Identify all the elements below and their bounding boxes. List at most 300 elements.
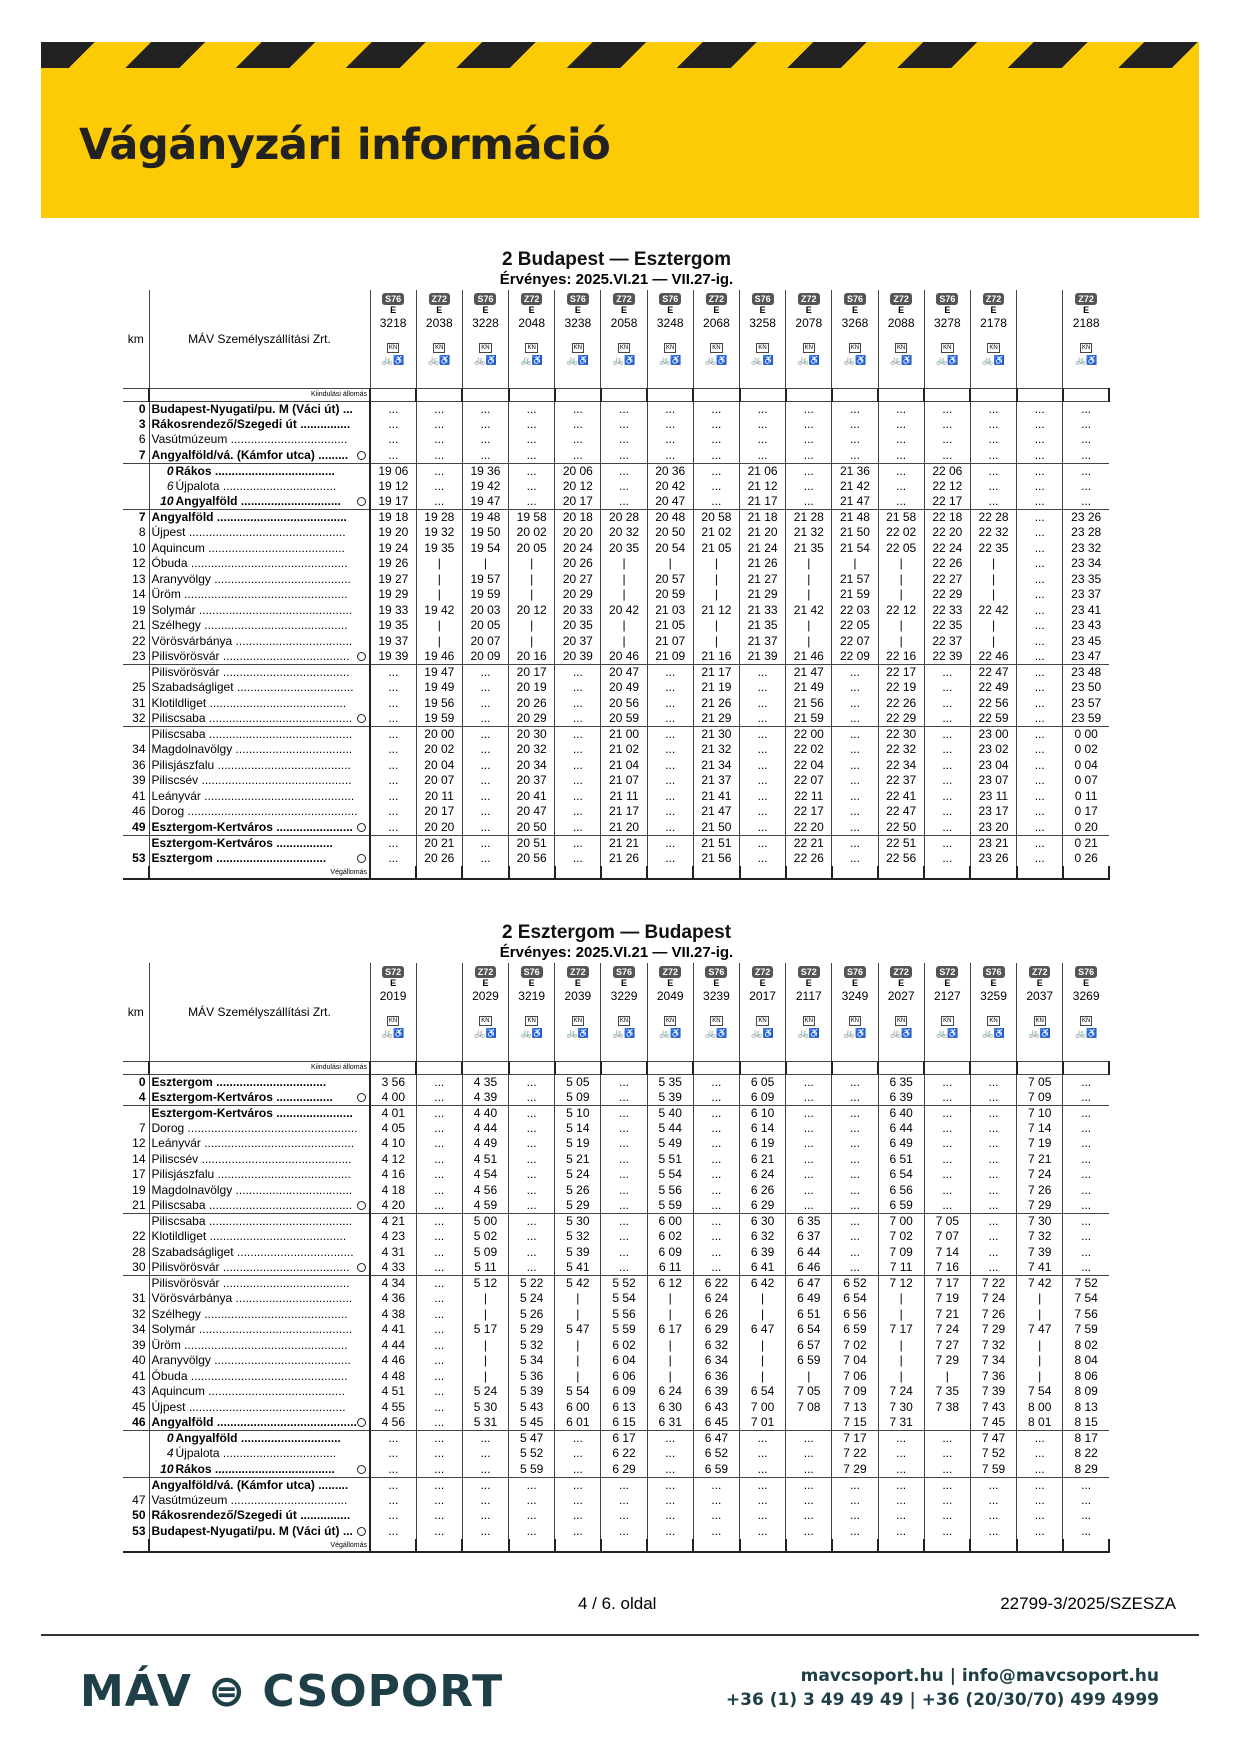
station-name (149, 1446, 370, 1462)
departure-time: ... (416, 1105, 462, 1121)
departure-time: ... (370, 1431, 416, 1447)
train-class: E (851, 305, 858, 315)
departure-time: 7 19 (924, 1291, 970, 1307)
station-name (149, 680, 370, 696)
train-number: 2027 (887, 989, 915, 1003)
departure-time: 0 07 (1063, 773, 1109, 789)
station-row (123, 432, 1109, 448)
departure-time: 7 56 (1063, 1307, 1109, 1323)
departure-time: 7 30 (878, 1400, 924, 1416)
train-number: 2078 (795, 316, 823, 330)
departure-time: 21 09 (647, 649, 693, 665)
departure-time: ... (1063, 1074, 1109, 1090)
departure-time: 21 07 (647, 634, 693, 650)
station-name (149, 789, 370, 805)
spacer (647, 1539, 693, 1552)
departure-time: ... (786, 463, 832, 479)
departure-time: ... (970, 1198, 1016, 1214)
departure-time: 22 28 (970, 510, 1016, 526)
departure-time: ... (462, 1524, 508, 1540)
contact-web-email[interactable]: mavcsoport.hu | info@mavcsoport.hu (800, 1666, 1159, 1686)
departure-time: 7 10 (1017, 1105, 1063, 1121)
spacer (647, 1061, 693, 1074)
station-name (149, 634, 370, 650)
station-name (149, 665, 370, 681)
spacer (924, 866, 970, 879)
station-name (149, 556, 370, 572)
station-label: Piliscsaba ........................................... (151, 727, 353, 741)
departure-time: ... (786, 1167, 832, 1183)
departure-time: 5 26 (555, 1183, 601, 1199)
departure-time: 22 09 (832, 649, 878, 665)
departure-time: 4 10 (370, 1136, 416, 1152)
departure-time: ... (1017, 1446, 1063, 1462)
departure-time: 20 47 (509, 804, 555, 820)
departure-time: 23 48 (1063, 665, 1109, 681)
departure-time: 20 26 (509, 696, 555, 712)
departure-time: 5 34 (509, 1353, 555, 1369)
spacer (832, 1539, 878, 1552)
departure-time: ... (924, 401, 970, 417)
train-number: 2127 (933, 989, 961, 1003)
departure-time: 7 31 (878, 1415, 924, 1431)
station-km: 31 (132, 1291, 146, 1306)
departure-time: | (509, 587, 555, 603)
departure-time: 6 02 (647, 1229, 693, 1245)
departure-time: | (786, 1369, 832, 1385)
bike-wheelchair-icon: 🚲♿ (659, 355, 682, 365)
departure-time: 6 56 (832, 1307, 878, 1323)
bike-wheelchair-icon: 🚲♿ (797, 355, 820, 365)
line-label: S76 (844, 293, 866, 305)
departure-time: 7 17 (832, 1431, 878, 1447)
departure-time: ... (740, 851, 786, 867)
departure-time: 20 26 (416, 851, 462, 867)
kn-mark (927, 1004, 968, 1026)
kn-mark (557, 331, 598, 353)
spacer (878, 866, 924, 879)
train-number: 3238 (564, 316, 592, 330)
departure-time: ... (1017, 820, 1063, 836)
departure-time: 5 41 (555, 1260, 601, 1276)
departure-time: 21 30 (693, 727, 739, 743)
departure-time: 23 32 (1063, 541, 1109, 557)
departure-time: 20 37 (555, 634, 601, 650)
departure-time: ... (740, 1524, 786, 1540)
departure-time: 7 02 (832, 1338, 878, 1354)
departure-time: | (878, 1369, 924, 1385)
departure-time: ... (416, 1183, 462, 1199)
departure-time: ... (555, 665, 601, 681)
station-name (149, 727, 370, 743)
departure-time: ... (370, 851, 416, 867)
departure-time: 23 26 (1063, 510, 1109, 526)
departure-time: 7 01 (740, 1415, 786, 1431)
station-row (123, 835, 1109, 851)
departure-time: 6 52 (832, 1276, 878, 1292)
train-number: 3249 (841, 989, 869, 1003)
departure-time: 20 34 (509, 758, 555, 774)
departure-time: 21 26 (693, 696, 739, 712)
station-label: Szélhegy ........................................... (151, 1306, 348, 1321)
departure-time: ... (924, 1524, 970, 1540)
station-row (123, 1369, 1109, 1385)
departure-time: 20 50 (647, 525, 693, 541)
kn-icon: KN (712, 1018, 721, 1024)
departure-time: | (1017, 1353, 1063, 1369)
station-row (123, 665, 1109, 681)
departure-time: 22 04 (786, 758, 832, 774)
station-row (123, 1245, 1109, 1261)
departure-time: | (878, 1338, 924, 1354)
train-class: E (898, 978, 905, 988)
departure-time: ... (740, 1446, 786, 1462)
departure-time: 5 24 (555, 1167, 601, 1183)
spacer (123, 866, 149, 879)
station-label: Óbuda ............................................... (151, 1368, 348, 1383)
station-row (123, 727, 1109, 743)
departure-time: ... (462, 851, 508, 867)
departure-time: 7 26 (1017, 1183, 1063, 1199)
departure-time: 5 26 (509, 1307, 555, 1323)
end-label-row (123, 1539, 1109, 1552)
spacer (416, 388, 462, 401)
kn-icon: KN (573, 345, 583, 351)
departure-time: 6 59 (878, 1198, 924, 1214)
train-class: E (944, 978, 951, 988)
departure-time: 5 52 (601, 1276, 647, 1292)
departure-time: ... (601, 1152, 647, 1168)
spacer (509, 388, 555, 401)
departure-time: 19 42 (462, 479, 508, 495)
station-row (123, 1260, 1109, 1276)
departure-time: ... (647, 1446, 693, 1462)
transfer-circle-icon (357, 714, 366, 723)
departure-time: 6 49 (878, 1136, 924, 1152)
departure-time: ... (647, 1524, 693, 1540)
timetable-title: 2 Esztergom — Budapest (501, 922, 732, 943)
departure-time: 7 32 (970, 1338, 1016, 1354)
departure-time: 22 07 (832, 634, 878, 650)
departure-time: | (462, 1307, 508, 1323)
departure-time: 20 41 (509, 789, 555, 805)
departure-time: ... (416, 1431, 462, 1447)
departure-time: 7 24 (1017, 1167, 1063, 1183)
departure-time: 23 17 (970, 804, 1016, 820)
bike-wheelchair-icon: 🚲♿ (520, 1028, 543, 1038)
spacer (786, 1061, 832, 1074)
station-label: Dorog ................................................... (151, 1120, 358, 1135)
station-name (149, 1183, 370, 1199)
departure-time: ... (1017, 401, 1063, 417)
kn-mark (603, 1004, 644, 1026)
departure-time: 6 40 (878, 1105, 924, 1121)
departure-time: 20 42 (601, 603, 647, 619)
departure-time: 20 59 (601, 711, 647, 727)
station-name (149, 758, 370, 774)
line-badge (696, 290, 737, 305)
kn-mark (834, 1004, 875, 1026)
departure-time: ... (693, 401, 739, 417)
departure-time: ... (370, 696, 416, 712)
departure-time: 7 09 (878, 1245, 924, 1261)
departure-time: 7 15 (832, 1415, 878, 1431)
station-row (123, 1400, 1109, 1416)
departure-time: ... (370, 758, 416, 774)
departure-time: 6 15 (601, 1415, 647, 1431)
departure-time: ... (1017, 773, 1063, 789)
line-label: Z72 (890, 966, 912, 978)
departure-time: 4 18 (370, 1183, 416, 1199)
departure-time: 22 26 (878, 696, 924, 712)
departure-time: ... (416, 401, 462, 417)
kn-icon: KN (481, 1018, 490, 1024)
departure-time: | (970, 556, 1016, 572)
departure-time: 21 57 (832, 572, 878, 588)
departure-time: 19 18 (370, 510, 416, 526)
departure-time: ... (509, 1198, 555, 1214)
departure-time: ... (647, 448, 693, 464)
departure-time: ... (509, 479, 555, 495)
kn-icon: KN (527, 1018, 536, 1024)
departure-time: 5 40 (647, 1105, 693, 1121)
departure-time: ... (924, 711, 970, 727)
departure-time: 23 26 (970, 851, 1016, 867)
departure-time: 7 14 (924, 1245, 970, 1261)
station-name (149, 463, 370, 479)
departure-time: ... (416, 1214, 462, 1230)
departure-time: 20 54 (647, 541, 693, 557)
departure-time: ... (462, 820, 508, 836)
departure-time: | (1017, 1291, 1063, 1307)
departure-time: ... (924, 804, 970, 820)
departure-time: 19 37 (370, 634, 416, 650)
train-column-header (462, 963, 508, 1061)
departure-time: | (740, 1291, 786, 1307)
spacer (878, 1061, 924, 1074)
train-column-header (970, 963, 1016, 1061)
departure-time: ... (1063, 463, 1109, 479)
line-label: Z72 (521, 293, 543, 305)
kn-icon: KN (850, 345, 860, 351)
departure-time: ... (693, 1090, 739, 1106)
departure-time: ... (878, 448, 924, 464)
line-label: S76 (613, 966, 635, 978)
departure-time: | (509, 572, 555, 588)
departure-time: 21 03 (647, 603, 693, 619)
bike-wheelchair-icon: 🚲♿ (982, 355, 1005, 365)
departure-time: ... (1017, 711, 1063, 727)
departure-time: | (416, 634, 462, 650)
departure-time: ... (832, 727, 878, 743)
station-label: Üröm ................................................. (151, 587, 348, 602)
bike-wheelchair-icon: 🚲♿ (428, 355, 451, 365)
spacer (693, 866, 739, 879)
departure-time: 6 24 (740, 1167, 786, 1183)
departure-time: | (878, 556, 924, 572)
departure-time: 5 17 (462, 1322, 508, 1338)
start-label-row (123, 388, 1109, 401)
departure-time: | (462, 1338, 508, 1354)
departure-time: 21 42 (786, 603, 832, 619)
train-class: E (759, 305, 766, 315)
train-number: 2029 (472, 989, 499, 1003)
station-name (149, 479, 370, 495)
station-km: 21 (132, 1198, 146, 1212)
departure-time: | (970, 572, 1016, 588)
departure-time: ... (970, 1260, 1016, 1276)
departure-time: 21 18 (740, 510, 786, 526)
bike-wheelchair-icon: 🚲♿ (381, 1028, 405, 1038)
departure-time: ... (786, 401, 832, 417)
departure-time: ... (462, 835, 508, 851)
line-label: S76 (705, 966, 727, 978)
train-column-header (509, 963, 555, 1061)
departure-time: ... (740, 727, 786, 743)
departure-time: | (786, 618, 832, 634)
station-row (123, 851, 1109, 867)
departure-time: 7 38 (924, 1400, 970, 1416)
line-label: Z72 (567, 966, 589, 978)
station-label: Piliscsév ............................................. (151, 773, 352, 788)
departure-time: ... (832, 1245, 878, 1261)
departure-time: ... (693, 1524, 739, 1540)
departure-time: 5 47 (509, 1431, 555, 1447)
departure-time: ... (924, 789, 970, 805)
bike-wheelchair-icon: 🚲♿ (612, 355, 636, 365)
station-label: Aranyvölgy ......................................... (151, 571, 351, 586)
kn-icon: KN (896, 1018, 906, 1024)
departure-time: 22 26 (924, 556, 970, 572)
departure-time: 6 36 (693, 1369, 739, 1385)
train-number: 3218 (379, 316, 407, 330)
departure-time: | (878, 572, 924, 588)
departure-time: ... (832, 758, 878, 774)
departure-time: 21 19 (693, 680, 739, 696)
line-badge (373, 963, 414, 978)
departure-time: ... (555, 1493, 601, 1509)
station-row (123, 1338, 1109, 1354)
kn-mark (696, 1004, 737, 1026)
train-column-header (1017, 290, 1063, 388)
station-label: Pilisvörösvár ...................................... (151, 665, 350, 679)
departure-time: ... (786, 479, 832, 495)
departure-time: 6 00 (647, 1214, 693, 1230)
kn-mark (650, 1004, 691, 1026)
station-label: Szabadságliget ................................... (151, 680, 354, 695)
train-class: E (621, 978, 628, 988)
departure-time: 6 54 (740, 1384, 786, 1400)
station-row (123, 556, 1109, 572)
line-badge (419, 290, 460, 305)
departure-time: 23 57 (1063, 696, 1109, 712)
station-row (123, 1477, 1109, 1493)
transfer-circle-icon (357, 652, 366, 661)
kn-icon: KN (666, 1018, 675, 1024)
departure-time: ... (924, 1462, 970, 1478)
departure-time: 20 32 (601, 525, 647, 541)
departure-time: 5 09 (555, 1090, 601, 1106)
departure-time: 5 19 (555, 1136, 601, 1152)
station-km: 43 (132, 1384, 146, 1399)
departure-time: ... (693, 448, 739, 464)
departure-time: ... (416, 1307, 462, 1323)
departure-time: ... (1063, 1198, 1109, 1214)
start-label-row (123, 1061, 1109, 1074)
departure-time: 23 35 (1063, 572, 1109, 588)
departure-time: ... (647, 696, 693, 712)
transfer-circle-icon (357, 854, 366, 863)
departure-time: 6 59 (786, 1353, 832, 1369)
line-label: Z72 (429, 293, 451, 305)
spacer (924, 1539, 970, 1552)
departure-time: ... (416, 417, 462, 433)
departure-time: 5 56 (647, 1183, 693, 1199)
departure-time: 6 44 (786, 1245, 832, 1261)
station-name (149, 1493, 370, 1509)
departure-time: ... (416, 1446, 462, 1462)
bike-wheelchair-icon: 🚲♿ (982, 1028, 1005, 1038)
departure-time: ... (878, 1477, 924, 1493)
departure-time: 21 00 (601, 727, 647, 743)
departure-time: 6 19 (740, 1136, 786, 1152)
departure-time: 21 17 (601, 804, 647, 820)
line-label: S72 (798, 966, 820, 978)
departure-time: 19 28 (416, 510, 462, 526)
departure-time: 4 00 (370, 1090, 416, 1106)
departure-time: 22 05 (878, 541, 924, 557)
train-column-header (1063, 290, 1109, 388)
spacer (370, 388, 416, 401)
departure-time: | (555, 1369, 601, 1385)
departure-time: 20 00 (416, 727, 462, 743)
station-label: Pilisjászfalu ........................................ (151, 757, 351, 772)
departure-time: ... (786, 1198, 832, 1214)
station-name (149, 587, 370, 603)
station-km: 22 (132, 1229, 146, 1244)
departure-time: | (878, 1291, 924, 1307)
spacer (601, 388, 647, 401)
departure-time: ... (1017, 525, 1063, 541)
train-class: E (713, 978, 720, 988)
departure-time: 20 42 (647, 479, 693, 495)
departure-time: ... (416, 1322, 462, 1338)
train-class: E (805, 305, 812, 315)
station-name (149, 1152, 370, 1168)
departure-time: ... (970, 1493, 1016, 1509)
station-label: Szélhegy ........................................... (151, 618, 348, 633)
departure-time: 19 17 (370, 494, 416, 510)
departure-time: 22 16 (878, 649, 924, 665)
departure-time: 5 12 (462, 1276, 508, 1292)
station-name (149, 711, 370, 727)
station-label: Klotildliget ......................................... (151, 1229, 347, 1244)
departure-time: ... (601, 1167, 647, 1183)
departure-time: | (555, 1307, 601, 1323)
train-class: E (898, 305, 905, 315)
departure-time: 23 50 (1063, 680, 1109, 696)
departure-time: ... (832, 665, 878, 681)
departure-time: ... (970, 1074, 1016, 1090)
departure-time: 7 00 (740, 1400, 786, 1416)
spacer (740, 1061, 786, 1074)
line-badge (603, 963, 644, 978)
departure-time: 21 50 (832, 525, 878, 541)
departure-time: ... (740, 758, 786, 774)
departure-time: 19 26 (370, 556, 416, 572)
departure-time: ... (786, 1152, 832, 1168)
departure-time: ... (693, 1245, 739, 1261)
